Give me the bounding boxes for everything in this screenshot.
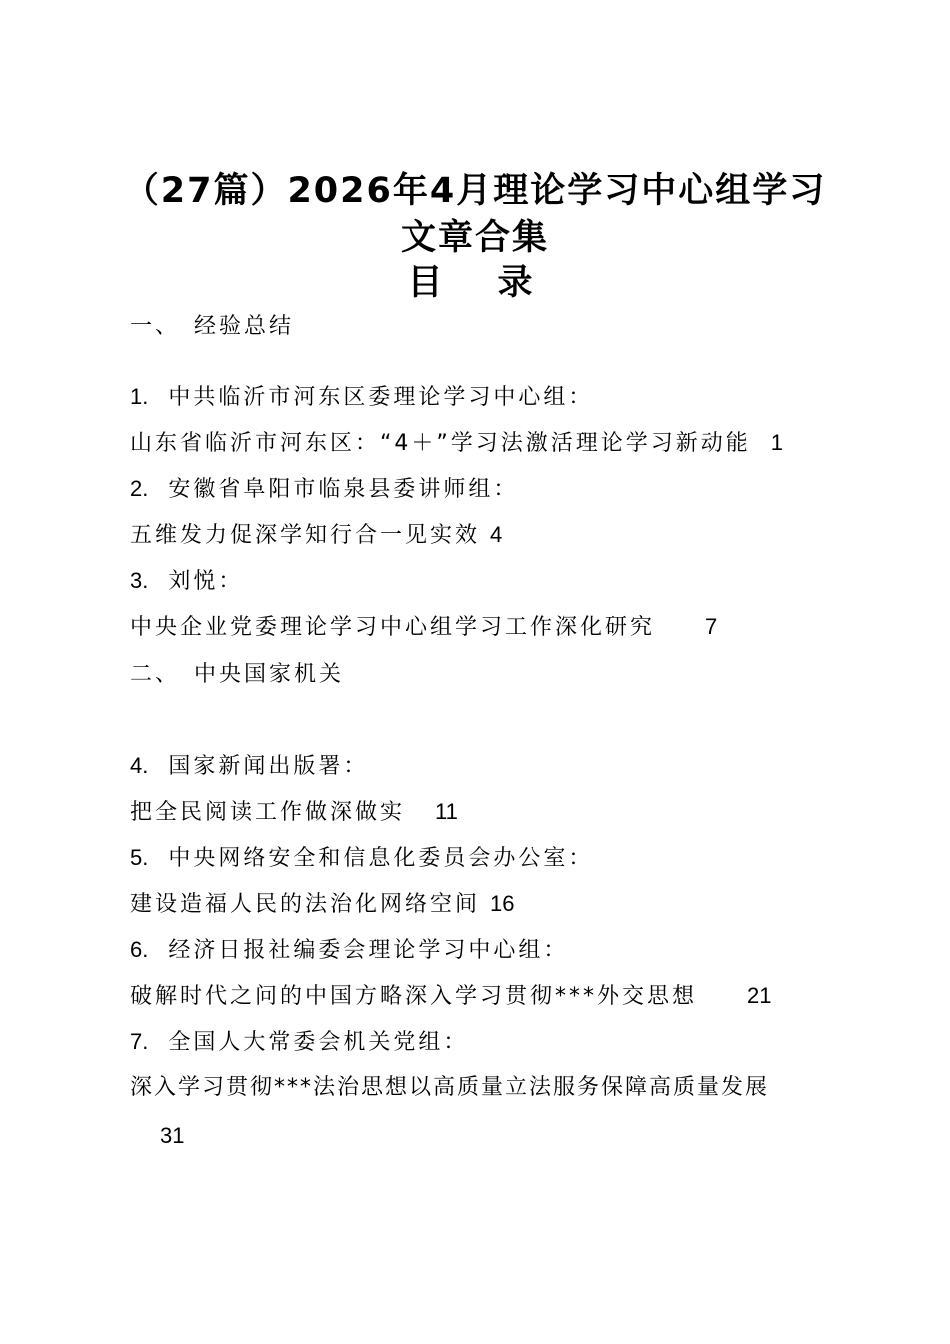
toc-item-title: 山东省临沂市河东区：“4＋”学习法激活理论学习新动能 (130, 431, 751, 456)
toc-item-page: 1 (770, 430, 784, 455)
toc-item-6-author (130, 935, 850, 966)
toc-item-title: 建设造福人民的法治化网络空间 (130, 892, 481, 917)
toc-item-page: 21 (746, 983, 772, 1008)
toc-item-7-entry[interactable] (130, 1073, 850, 1103)
toc-item-number: 5. (130, 845, 149, 870)
toc-heading: 目 录 (407, 263, 543, 303)
toc-item-title: 中央企业党委理论学习中心组学习工作深化研究 (130, 615, 656, 640)
toc-item-title: 把全民阅读工作做深做实 (130, 800, 406, 825)
toc-section-1: 一、 经验总结 (130, 314, 295, 339)
toc-item-1-author (130, 382, 850, 413)
toc-item-author: 中共临沂市河东区委理论学习中心组： (168, 385, 594, 410)
toc-item-4-author (130, 751, 850, 782)
toc-item-number: 3. (130, 568, 149, 593)
toc-item-number: 4. (130, 753, 149, 778)
toc-item-number: 2. (130, 476, 149, 501)
toc-item-page: 31 (160, 1123, 185, 1148)
toc-item-page: 4 (490, 522, 503, 547)
toc-item-author: 安徽省阜阳市临泉县委讲师组： (168, 477, 519, 502)
toc-section-2: 二、 中央国家机关 (130, 662, 345, 687)
toc-item-number: 1. (130, 384, 149, 409)
toc-item-2-author (130, 474, 850, 505)
toc-item-author: 刘悦： (168, 569, 244, 594)
toc-item-6-entry[interactable] (130, 981, 850, 1012)
toc-item-author: 经济日报社编委会理论学习中心组： (168, 938, 569, 963)
toc-item-number: 7. (130, 1029, 149, 1054)
toc-item-title: 破解时代之问的中国方略深入学习贯彻***外交思想 (130, 984, 698, 1009)
toc-item-7-page-line (160, 1121, 880, 1152)
document-title-line2: 文章合集 (400, 218, 549, 258)
toc-item-page: 11 (435, 799, 458, 824)
toc-item-title: 五维发力促深学知行合一见实效 (130, 523, 481, 548)
toc-item-1-entry[interactable] (130, 428, 850, 459)
toc-item-7-author (130, 1027, 850, 1058)
toc-item-author: 国家新闻出版署： (168, 754, 369, 779)
toc-item-page: 16 (490, 891, 515, 916)
document-title-line1: （27篇）2026年4月理论学习中心组学习 (123, 171, 827, 211)
toc-item-3-entry[interactable] (130, 612, 850, 643)
toc-item-5-author (130, 843, 850, 874)
toc-item-title: 深入学习贯彻***法治思想以高质量立法服务保障高质量发展 (130, 1075, 770, 1100)
toc-item-author: 全国人大常委会机关党组： (168, 1030, 469, 1055)
toc-item-author: 中央网络安全和信息化委员会办公室： (168, 846, 594, 871)
toc-item-4-entry[interactable] (130, 797, 850, 828)
toc-item-number: 6. (130, 937, 149, 962)
toc-item-5-entry[interactable] (130, 889, 850, 920)
toc-item-3-author (130, 566, 850, 597)
toc-item-page: 7 (704, 614, 718, 639)
toc-item-2-entry[interactable] (130, 520, 850, 551)
